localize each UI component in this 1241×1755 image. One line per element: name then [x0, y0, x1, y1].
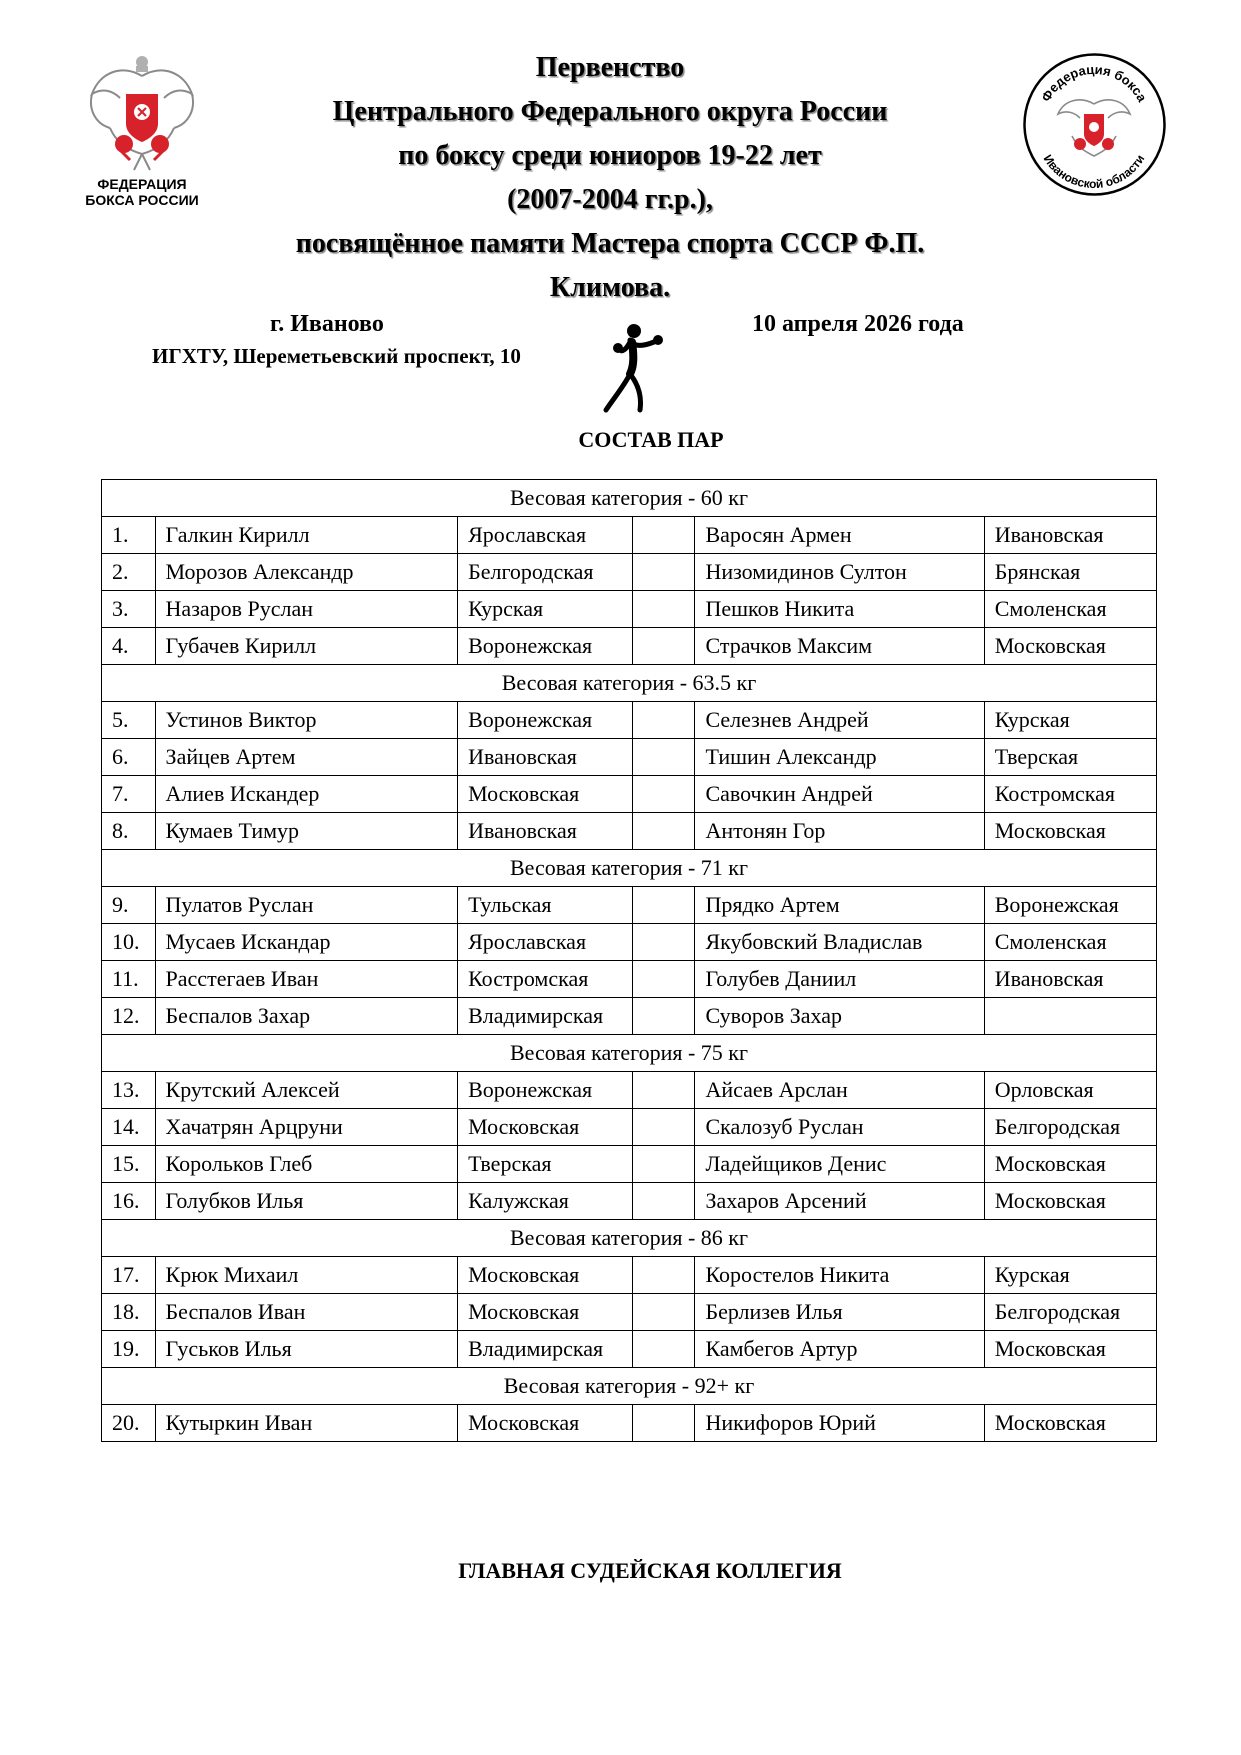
pair-number: 6. — [102, 739, 156, 776]
empty-cell — [632, 1072, 695, 1109]
fighter-1-region: Ивановская — [458, 813, 632, 850]
weight-category-row — [102, 480, 1157, 517]
section-title: СОСТАВ ПАР — [578, 427, 724, 452]
fighter-2-name: Камбегов Артур — [695, 1331, 984, 1368]
pair-number: 11. — [102, 961, 156, 998]
fighter-2-name: Тишин Александр — [695, 739, 984, 776]
fighter-2-region: Московская — [984, 1405, 1156, 1442]
document-title — [210, 46, 1010, 310]
fighter-2-region: Белгородская — [984, 1294, 1156, 1331]
fighter-2-name: Айсаев Арслан — [695, 1072, 984, 1109]
fighter-1-region: Ярославская — [458, 924, 632, 961]
fighter-1-name: Гуськов Илья — [155, 1331, 458, 1368]
fighter-1-name: Кумаев Тимур — [155, 813, 458, 850]
title-line-1: Первенство — [535, 52, 685, 83]
pair-row — [102, 517, 1157, 554]
fighter-2-region: Московская — [984, 1183, 1156, 1220]
pair-row — [102, 961, 1157, 998]
double-eagle-emblem-icon — [82, 54, 202, 176]
pair-number: 16. — [102, 1183, 156, 1220]
fighter-1-name: Крутский Алексей — [155, 1072, 458, 1109]
empty-cell — [632, 517, 695, 554]
pair-row — [102, 591, 1157, 628]
pair-number: 17. — [102, 1257, 156, 1294]
boxer-pictogram-icon — [600, 322, 680, 414]
fighter-2-name: Якубовский Владислав — [695, 924, 984, 961]
fighter-1-name: Кутыркин Иван — [155, 1405, 458, 1442]
fighter-2-name: Суворов Захар — [695, 998, 984, 1035]
fighter-1-name: Хачатрян Арцруни — [155, 1109, 458, 1146]
fighter-2-region: Воронежская — [984, 887, 1156, 924]
fighter-1-name: Беспалов Иван — [155, 1294, 458, 1331]
pair-number: 12. — [102, 998, 156, 1035]
weight-category-row — [102, 1220, 1157, 1257]
round-emblem-icon — [1022, 52, 1167, 197]
event-date: 10 апреля 2026 года — [752, 311, 964, 337]
fighter-2-name: Ладейщиков Денис — [695, 1146, 984, 1183]
empty-cell — [632, 1183, 695, 1220]
pair-row — [102, 1072, 1157, 1109]
pair-number: 7. — [102, 776, 156, 813]
pair-row — [102, 1183, 1157, 1220]
fighter-1-region: Тверская — [458, 1146, 632, 1183]
chief-judges-panel-title: ГЛАВНАЯ СУДЕЙСКАЯ КОЛЛЕГИЯ — [458, 1558, 842, 1583]
title-line-4: (2007-2004 гг.р.), — [507, 184, 713, 215]
pair-number: 10. — [102, 924, 156, 961]
fighter-2-region: Орловская — [984, 1072, 1156, 1109]
weight-category-label: Весовая категория - 60 кг — [102, 480, 1157, 517]
fighter-2-region: Московская — [984, 813, 1156, 850]
fighter-2-region: Костромская — [984, 776, 1156, 813]
fighter-1-name: Морозов Александр — [155, 554, 458, 591]
fighter-1-name: Крюк Михаил — [155, 1257, 458, 1294]
fighter-2-name: Низомидинов Султон — [695, 554, 984, 591]
pair-number: 1. — [102, 517, 156, 554]
title-line-2: Центрального Федерального округа России — [332, 96, 888, 127]
fighter-1-region: Московская — [458, 1405, 632, 1442]
empty-cell — [632, 628, 695, 665]
pair-row — [102, 1405, 1157, 1442]
empty-cell — [632, 554, 695, 591]
weight-category-row — [102, 1035, 1157, 1072]
fighter-1-region: Ивановская — [458, 739, 632, 776]
fighter-1-name: Голубков Илья — [155, 1183, 458, 1220]
fighter-1-name: Галкин Кирилл — [155, 517, 458, 554]
fighter-2-name: Коростелов Никита — [695, 1257, 984, 1294]
venue-address: ИГХТУ, Шереметьевский проспект, 10 — [152, 344, 521, 368]
boxing-federation-russia-logo — [82, 54, 202, 214]
fighter-2-region: Московская — [984, 1146, 1156, 1183]
logo-text-line-2: БОКСА РОССИИ — [85, 192, 199, 208]
fighter-2-name: Пешков Никита — [695, 591, 984, 628]
title-line-6: Климова. — [549, 272, 671, 303]
pairs-table — [101, 479, 1157, 1442]
fighter-1-name: Расстегаев Иван — [155, 961, 458, 998]
emblem-arc-top: Федерация бокса — [1038, 61, 1150, 105]
fighter-2-region: Белгородская — [984, 1109, 1156, 1146]
fighter-1-name: Мусаев Искандар — [155, 924, 458, 961]
pair-row — [102, 924, 1157, 961]
fighter-2-region: Ивановская — [984, 517, 1156, 554]
venue-city: г. Иваново — [270, 311, 384, 337]
pair-number: 8. — [102, 813, 156, 850]
emblem-arc-bottom: Ивановской области — [1040, 152, 1148, 192]
weight-category-row — [102, 665, 1157, 702]
pair-row — [102, 1294, 1157, 1331]
fighter-1-name: Губачев Кирилл — [155, 628, 458, 665]
fighter-1-region: Ярославская — [458, 517, 632, 554]
fighter-2-region: Ивановская — [984, 961, 1156, 998]
empty-cell — [632, 591, 695, 628]
empty-cell — [632, 998, 695, 1035]
fighter-1-region: Воронежская — [458, 628, 632, 665]
empty-cell — [632, 1257, 695, 1294]
pair-number: 5. — [102, 702, 156, 739]
fighter-2-region: Курская — [984, 1257, 1156, 1294]
fighter-1-name: Зайцев Артем — [155, 739, 458, 776]
pair-number: 2. — [102, 554, 156, 591]
pair-number: 18. — [102, 1294, 156, 1331]
weight-category-label: Весовая категория - 63.5 кг — [102, 665, 1157, 702]
pair-row — [102, 739, 1157, 776]
empty-cell — [632, 776, 695, 813]
fighter-1-region: Калужская — [458, 1183, 632, 1220]
fighter-2-name: Захаров Арсений — [695, 1183, 984, 1220]
weight-category-label: Весовая категория - 75 кг — [102, 1035, 1157, 1072]
pair-number: 13. — [102, 1072, 156, 1109]
weight-category-row — [102, 1368, 1157, 1405]
fighter-1-name: Алиев Искандер — [155, 776, 458, 813]
empty-cell — [632, 1146, 695, 1183]
pair-row — [102, 1146, 1157, 1183]
weight-category-label: Весовая категория - 92+ кг — [102, 1368, 1157, 1405]
empty-cell — [632, 887, 695, 924]
fighter-2-name: Савочкин Андрей — [695, 776, 984, 813]
empty-cell — [632, 813, 695, 850]
fighter-1-region: Московская — [458, 1294, 632, 1331]
fighter-2-region: Тверская — [984, 739, 1156, 776]
logo-text-line-1: ФЕДЕРАЦИЯ — [97, 176, 187, 192]
fighter-2-name: Селезнев Андрей — [695, 702, 984, 739]
empty-cell — [632, 702, 695, 739]
fighter-1-name: Беспалов Захар — [155, 998, 458, 1035]
pair-row — [102, 1109, 1157, 1146]
fighter-2-name: Варосян Армен — [695, 517, 984, 554]
pair-number: 9. — [102, 887, 156, 924]
pair-number: 20. — [102, 1405, 156, 1442]
pair-row — [102, 628, 1157, 665]
fighter-1-name: Назаров Руслан — [155, 591, 458, 628]
fighter-1-region: Воронежская — [458, 1072, 632, 1109]
ivanovo-boxing-federation-logo — [1022, 52, 1167, 197]
empty-cell — [632, 739, 695, 776]
empty-cell — [632, 961, 695, 998]
fighter-2-name: Страчков Максим — [695, 628, 984, 665]
fighter-2-region: Смоленская — [984, 924, 1156, 961]
pair-number: 19. — [102, 1331, 156, 1368]
fighter-2-region: Московская — [984, 1331, 1156, 1368]
pair-row — [102, 887, 1157, 924]
fighter-2-name: Берлизев Илья — [695, 1294, 984, 1331]
pair-number: 4. — [102, 628, 156, 665]
fighter-2-region: Московская — [984, 628, 1156, 665]
pair-number: 14. — [102, 1109, 156, 1146]
fighter-1-region: Московская — [458, 776, 632, 813]
fighter-1-region: Московская — [458, 1109, 632, 1146]
fighter-2-region: Брянская — [984, 554, 1156, 591]
fighter-1-region: Московская — [458, 1257, 632, 1294]
fighter-2-name: Прядко Артем — [695, 887, 984, 924]
fighter-2-region — [984, 998, 1156, 1035]
empty-cell — [632, 1405, 695, 1442]
fighter-2-name: Скалозуб Руслан — [695, 1109, 984, 1146]
title-line-5: посвящённое памяти Мастера спорта СССР Ф.П. — [295, 228, 925, 259]
weight-category-row — [102, 850, 1157, 887]
fighter-1-region: Владимирская — [458, 1331, 632, 1368]
fighter-1-region: Курская — [458, 591, 632, 628]
pair-number: 15. — [102, 1146, 156, 1183]
pair-row — [102, 702, 1157, 739]
title-line-3: по боксу среди юниоров 19-22 лет — [398, 140, 822, 171]
pair-row — [102, 554, 1157, 591]
fighter-2-region: Курская — [984, 702, 1156, 739]
fighter-1-region: Костромская — [458, 961, 632, 998]
fighter-1-region: Белгородская — [458, 554, 632, 591]
fighter-2-name: Никифоров Юрий — [695, 1405, 984, 1442]
pair-row — [102, 1257, 1157, 1294]
fighter-1-name: Корольков Глеб — [155, 1146, 458, 1183]
fighter-2-name: Голубев Даниил — [695, 961, 984, 998]
empty-cell — [632, 924, 695, 961]
fighter-1-name: Устинов Виктор — [155, 702, 458, 739]
fighter-2-name: Антонян Гор — [695, 813, 984, 850]
fighter-1-name: Пулатов Руслан — [155, 887, 458, 924]
empty-cell — [632, 1331, 695, 1368]
pair-row — [102, 998, 1157, 1035]
empty-cell — [632, 1109, 695, 1146]
pair-row — [102, 776, 1157, 813]
fighter-2-region: Смоленская — [984, 591, 1156, 628]
pair-row — [102, 813, 1157, 850]
fighter-1-region: Тульская — [458, 887, 632, 924]
weight-category-label: Весовая категория - 71 кг — [102, 850, 1157, 887]
empty-cell — [632, 1294, 695, 1331]
pair-number: 3. — [102, 591, 156, 628]
fighter-1-region: Владимирская — [458, 998, 632, 1035]
fighter-1-region: Воронежская — [458, 702, 632, 739]
weight-category-label: Весовая категория - 86 кг — [102, 1220, 1157, 1257]
pair-row — [102, 1331, 1157, 1368]
